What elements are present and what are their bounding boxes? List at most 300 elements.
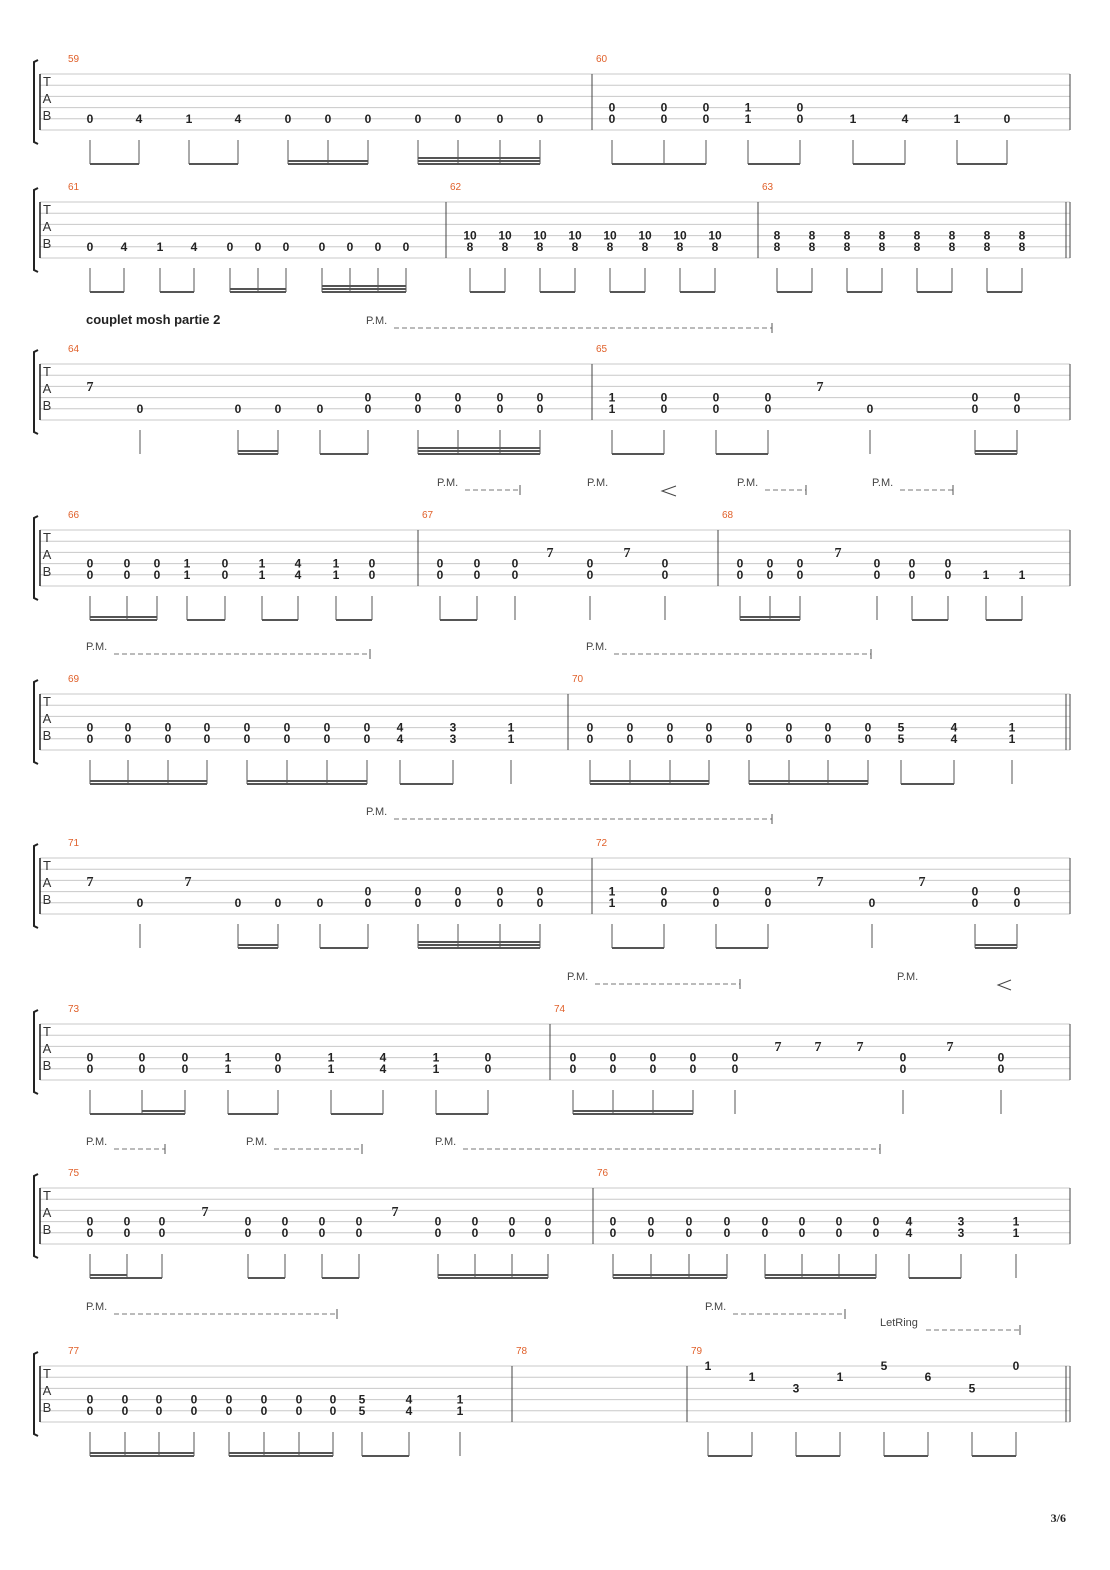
fret-number: 0 — [274, 1050, 282, 1065]
fret-number: 4 — [234, 111, 242, 126]
fret-number: 0 — [274, 1061, 282, 1076]
fret-number: 8 — [676, 239, 684, 254]
fret-number: 3 — [957, 1225, 965, 1240]
fret-number: 8 — [571, 239, 579, 254]
fret-number: 0 — [318, 239, 326, 254]
fret-number: 0 — [346, 239, 354, 254]
fret-number: 0 — [1003, 111, 1011, 126]
fret-number: 0 — [736, 556, 744, 571]
eighth-rest-icon: 7 — [391, 1205, 399, 1220]
fret-number: 8 — [913, 239, 921, 254]
fret-number: 1 — [258, 567, 266, 582]
fret-number: 0 — [712, 401, 720, 416]
fret-number: 0 — [685, 1214, 693, 1229]
fret-number: 0 — [764, 401, 772, 416]
fret-number: 1 — [608, 884, 616, 899]
fret-number: 0 — [281, 1214, 289, 1229]
fret-number: 0 — [666, 731, 674, 746]
fret-number: 0 — [785, 720, 793, 735]
fret-number: 0 — [971, 884, 979, 899]
palm-mute-label: P.M. — [86, 641, 108, 653]
fret-number: 10 — [568, 228, 582, 243]
fret-number: 0 — [868, 895, 876, 910]
fret-number: 0 — [434, 1214, 442, 1229]
eighth-rest-icon: 7 — [184, 875, 192, 890]
fret-number: 0 — [324, 111, 332, 126]
fret-number: 0 — [649, 1061, 657, 1076]
fret-number: 0 — [908, 567, 916, 582]
fret-number: 8 — [878, 228, 886, 243]
palm-mute-label: P.M. — [737, 477, 759, 489]
fret-number: 0 — [544, 1214, 552, 1229]
palm-mute-label: P.M. — [366, 315, 388, 327]
fret-number: 0 — [155, 1392, 163, 1407]
fret-number: 8 — [913, 228, 921, 243]
fret-number: 8 — [1018, 228, 1026, 243]
measure-number: 77 — [68, 1346, 80, 1357]
fret-number: 1 — [836, 1370, 844, 1385]
fret-number: 0 — [225, 1403, 233, 1418]
fret-number: 4 — [135, 111, 143, 126]
fret-number: 0 — [608, 111, 616, 126]
fret-number: 1 — [982, 567, 990, 582]
fret-number: 0 — [190, 1403, 198, 1418]
tab-clef-letter: T — [43, 74, 51, 89]
tab-clef-letter: A — [42, 91, 52, 106]
fret-number: 0 — [660, 100, 668, 115]
fret-number: 0 — [702, 111, 710, 126]
palm-mute-label: P.M. — [872, 477, 894, 489]
fret-number: 0 — [508, 1214, 516, 1229]
fret-number: 0 — [685, 1225, 693, 1240]
fret-number: 3 — [449, 731, 457, 746]
eighth-rest-icon: 7 — [946, 1040, 954, 1055]
fret-number: 0 — [761, 1225, 769, 1240]
fret-number: 0 — [123, 567, 131, 582]
fret-number: 0 — [436, 567, 444, 582]
fret-number: 0 — [153, 556, 161, 571]
fret-number: 0 — [872, 1214, 880, 1229]
measure-number: 63 — [762, 182, 774, 193]
fret-number: 0 — [155, 1403, 163, 1418]
fret-number: 0 — [712, 390, 720, 405]
fret-number: 0 — [414, 401, 422, 416]
system-bracket — [34, 188, 38, 272]
fret-number: 0 — [473, 556, 481, 571]
system-bracket — [34, 844, 38, 928]
fret-number: 1 — [456, 1392, 464, 1407]
system-bracket — [34, 1174, 38, 1258]
tab-clef-letter: B — [42, 892, 52, 907]
fret-number: 4 — [120, 239, 128, 254]
tab-clef-letter: T — [43, 1366, 51, 1381]
fret-number: 0 — [164, 731, 172, 746]
fret-number: 1 — [608, 390, 616, 405]
fret-number: 0 — [702, 100, 710, 115]
tab-clef-letter: T — [43, 364, 51, 379]
fret-number: 0 — [86, 1061, 94, 1076]
fret-number: 0 — [586, 567, 594, 582]
fret-number: 1 — [507, 731, 515, 746]
fret-number: 0 — [473, 567, 481, 582]
fret-number: 6 — [924, 1370, 932, 1385]
fret-number: 1 — [456, 1403, 464, 1418]
fret-number: 0 — [221, 567, 229, 582]
fret-number: 0 — [609, 1225, 617, 1240]
palm-mute-label: P.M. — [86, 1136, 108, 1148]
fret-number: 0 — [971, 895, 979, 910]
fret-number: 0 — [374, 239, 382, 254]
measure-number: 62 — [450, 182, 462, 193]
fret-number: 0 — [364, 884, 372, 899]
fret-number: 0 — [712, 895, 720, 910]
fret-number: 4 — [905, 1214, 913, 1229]
measure-number: 71 — [68, 838, 80, 849]
tab-clef-letter: T — [43, 202, 51, 217]
fret-number: 0 — [723, 1225, 731, 1240]
fret-number: 1 — [1012, 1225, 1020, 1240]
fret-number: 0 — [824, 731, 832, 746]
fret-number: 0 — [873, 556, 881, 571]
fret-number: 0 — [203, 720, 211, 735]
fret-number: 0 — [414, 111, 422, 126]
fret-number: 0 — [316, 895, 324, 910]
fret-number: 0 — [123, 1214, 131, 1229]
eighth-rest-icon: 7 — [918, 875, 926, 890]
fret-number: 0 — [745, 731, 753, 746]
fret-number: 0 — [323, 720, 331, 735]
fret-number: 0 — [899, 1061, 907, 1076]
fret-number: 0 — [496, 390, 504, 405]
fret-number: 1 — [608, 401, 616, 416]
fret-number: 0 — [660, 895, 668, 910]
fret-number: 1 — [507, 720, 515, 735]
fret-number: 8 — [808, 228, 816, 243]
measure-number: 59 — [68, 54, 80, 65]
fret-number: 0 — [454, 895, 462, 910]
fret-number: 8 — [773, 239, 781, 254]
fret-number: 1 — [332, 556, 340, 571]
fret-number: 0 — [190, 1392, 198, 1407]
fret-number: 0 — [609, 1061, 617, 1076]
system-bracket — [34, 516, 38, 600]
fret-number: 0 — [944, 556, 952, 571]
fret-number: 0 — [355, 1225, 363, 1240]
palm-mute-label: P.M. — [897, 971, 919, 983]
fret-number: 0 — [295, 1392, 303, 1407]
fret-number: 0 — [274, 401, 282, 416]
fret-number: 0 — [86, 720, 94, 735]
fret-number: 1 — [258, 556, 266, 571]
fret-number: 0 — [647, 1214, 655, 1229]
fret-number: 0 — [283, 731, 291, 746]
fret-number: 0 — [705, 731, 713, 746]
fret-number: 0 — [731, 1061, 739, 1076]
fret-number: 0 — [234, 895, 242, 910]
fret-number: 0 — [649, 1050, 657, 1065]
fret-number: 0 — [609, 1050, 617, 1065]
fret-number: 0 — [511, 556, 519, 571]
fret-number: 0 — [872, 1225, 880, 1240]
fret-number: 0 — [86, 111, 94, 126]
fret-number: 0 — [86, 731, 94, 746]
fret-number: 0 — [368, 556, 376, 571]
fret-number: 0 — [181, 1061, 189, 1076]
fret-number: 8 — [948, 239, 956, 254]
tab-clef-letter: A — [42, 219, 52, 234]
fret-number: 0 — [798, 1225, 806, 1240]
fret-number: 1 — [432, 1050, 440, 1065]
fret-number: 0 — [536, 111, 544, 126]
eighth-rest-icon: 7 — [814, 1040, 822, 1055]
fret-number: 0 — [796, 556, 804, 571]
fret-number: 4 — [950, 731, 958, 746]
fret-number: 4 — [396, 720, 404, 735]
tab-clef-letter: A — [42, 547, 52, 562]
fret-number: 0 — [86, 1214, 94, 1229]
fret-number: 8 — [466, 239, 474, 254]
fret-number: 0 — [712, 884, 720, 899]
fret-number: 0 — [908, 556, 916, 571]
fret-number: 0 — [569, 1050, 577, 1065]
fret-number: 0 — [136, 401, 144, 416]
tab-clef-letter: T — [43, 694, 51, 709]
fret-number: 1 — [224, 1061, 232, 1076]
fret-number: 0 — [496, 401, 504, 416]
fret-number: 0 — [123, 1225, 131, 1240]
fret-number: 1 — [1018, 567, 1026, 582]
eighth-rest-icon: 7 — [201, 1205, 209, 1220]
crescendo-icon — [662, 486, 676, 496]
fret-number: 0 — [864, 731, 872, 746]
fret-number: 1 — [156, 239, 164, 254]
fret-number: 10 — [463, 228, 477, 243]
fret-number: 0 — [586, 556, 594, 571]
palm-mute-label: P.M. — [586, 641, 608, 653]
fret-number: 0 — [761, 1214, 769, 1229]
fret-number: 8 — [536, 239, 544, 254]
fret-number: 8 — [1018, 239, 1026, 254]
fret-number: 1 — [608, 895, 616, 910]
fret-number: 0 — [86, 1392, 94, 1407]
fret-number: 0 — [971, 401, 979, 416]
fret-number: 0 — [260, 1392, 268, 1407]
fret-number: 0 — [454, 401, 462, 416]
fret-number: 10 — [638, 228, 652, 243]
fret-number: 1 — [744, 100, 752, 115]
tab-clef-letter: B — [42, 108, 52, 123]
fret-number: 5 — [358, 1392, 366, 1407]
fret-number: 0 — [1012, 1359, 1020, 1373]
system-bracket — [34, 60, 38, 144]
fret-number: 0 — [295, 1403, 303, 1418]
fret-number: 0 — [274, 895, 282, 910]
fret-number: 0 — [316, 401, 324, 416]
fret-number: 0 — [363, 731, 371, 746]
fret-number: 8 — [983, 239, 991, 254]
fret-number: 0 — [121, 1403, 129, 1418]
fret-number: 0 — [785, 731, 793, 746]
fret-number: 8 — [948, 228, 956, 243]
tab-clef-letter: B — [42, 236, 52, 251]
fret-number: 5 — [968, 1381, 976, 1396]
fret-number: 0 — [402, 239, 410, 254]
measure-number: 75 — [68, 1168, 80, 1179]
fret-number: 0 — [364, 111, 372, 126]
measure-number: 74 — [554, 1004, 566, 1015]
eighth-rest-icon: 7 — [546, 546, 554, 561]
fret-number: 0 — [260, 1403, 268, 1418]
fret-number: 0 — [1013, 884, 1021, 899]
fret-number: 0 — [124, 720, 132, 735]
eighth-rest-icon: 7 — [834, 546, 842, 561]
tab-clef-letter: B — [42, 398, 52, 413]
eighth-rest-icon: 7 — [86, 875, 94, 890]
fret-number: 8 — [641, 239, 649, 254]
fret-number: 0 — [323, 731, 331, 746]
fret-number: 1 — [332, 567, 340, 582]
palm-mute-label: P.M. — [587, 477, 609, 489]
fret-number: 10 — [533, 228, 547, 243]
fret-number: 0 — [899, 1050, 907, 1065]
palm-mute-label: P.M. — [86, 1301, 108, 1313]
palm-mute-label: P.M. — [246, 1136, 268, 1148]
fret-number: 1 — [432, 1061, 440, 1076]
fret-number: 4 — [294, 567, 302, 582]
fret-number: 10 — [498, 228, 512, 243]
fret-number: 0 — [536, 390, 544, 405]
fret-number: 5 — [358, 1403, 366, 1418]
measure-number: 67 — [422, 510, 434, 521]
fret-number: 8 — [983, 228, 991, 243]
fret-number: 0 — [244, 1225, 252, 1240]
fret-number: 0 — [121, 1392, 129, 1407]
fret-number: 0 — [1013, 390, 1021, 405]
measure-number: 64 — [68, 344, 80, 355]
fret-number: 0 — [496, 884, 504, 899]
eighth-rest-icon: 7 — [774, 1040, 782, 1055]
fret-number: 0 — [436, 556, 444, 571]
fret-number: 0 — [86, 1403, 94, 1418]
measure-number: 72 — [596, 838, 608, 849]
fret-number: 0 — [626, 720, 634, 735]
fret-number: 0 — [764, 895, 772, 910]
fret-number: 0 — [796, 567, 804, 582]
tab-clef-letter: B — [42, 1058, 52, 1073]
fret-number: 0 — [731, 1050, 739, 1065]
fret-number: 8 — [843, 239, 851, 254]
fret-number: 0 — [254, 239, 262, 254]
tab-clef-letter: B — [42, 728, 52, 743]
palm-mute-label: P.M. — [437, 477, 459, 489]
fret-number: 1 — [183, 556, 191, 571]
fret-number: 0 — [471, 1214, 479, 1229]
fret-number: 0 — [364, 390, 372, 405]
tab-clef-letter: A — [42, 1041, 52, 1056]
fret-number: 0 — [484, 1050, 492, 1065]
fret-number: 0 — [434, 1225, 442, 1240]
tab-clef-letter: A — [42, 381, 52, 396]
fret-number: 0 — [158, 1225, 166, 1240]
fret-number: 4 — [405, 1403, 413, 1418]
fret-number: 0 — [363, 720, 371, 735]
tab-clef-letter: A — [42, 1383, 52, 1398]
palm-mute-label: P.M. — [705, 1301, 727, 1313]
fret-number: 0 — [225, 1392, 233, 1407]
fret-number: 0 — [536, 401, 544, 416]
fret-number: 0 — [284, 111, 292, 126]
fret-number: 0 — [454, 111, 462, 126]
tab-clef-letter: B — [42, 1400, 52, 1415]
fret-number: 1 — [849, 111, 857, 126]
fret-number: 1 — [224, 1050, 232, 1065]
fret-number: 8 — [711, 239, 719, 254]
fret-number: 0 — [471, 1225, 479, 1240]
fret-number: 1 — [1012, 1214, 1020, 1229]
eighth-rest-icon: 7 — [816, 875, 824, 890]
fret-number: 0 — [138, 1050, 146, 1065]
fret-number: 0 — [689, 1050, 697, 1065]
fret-number: 8 — [501, 239, 509, 254]
fret-number: 1 — [953, 111, 961, 126]
fret-number: 0 — [608, 100, 616, 115]
fret-number: 0 — [626, 731, 634, 746]
fret-number: 0 — [153, 567, 161, 582]
fret-number: 0 — [283, 720, 291, 735]
fret-number: 0 — [368, 567, 376, 582]
fret-number: 0 — [536, 884, 544, 899]
fret-number: 0 — [1013, 895, 1021, 910]
measure-number: 68 — [722, 510, 734, 521]
measure-number: 76 — [597, 1168, 609, 1179]
fret-number: 0 — [766, 567, 774, 582]
fret-number: 3 — [792, 1381, 800, 1396]
fret-number: 4 — [190, 239, 198, 254]
fret-number: 0 — [835, 1214, 843, 1229]
fret-number: 0 — [136, 895, 144, 910]
measure-number: 70 — [572, 674, 584, 685]
measure-number: 78 — [516, 1346, 528, 1357]
fret-number: 0 — [234, 401, 242, 416]
eighth-rest-icon: 7 — [86, 380, 94, 395]
fret-number: 4 — [905, 1225, 913, 1240]
fret-number: 1 — [748, 1370, 756, 1385]
fret-number: 1 — [1008, 720, 1016, 735]
fret-number: 0 — [705, 720, 713, 735]
fret-number: 0 — [660, 401, 668, 416]
fret-number: 0 — [364, 401, 372, 416]
fret-number: 0 — [364, 895, 372, 910]
fret-number: 0 — [226, 239, 234, 254]
fret-number: 5 — [897, 720, 905, 735]
measure-number: 66 — [68, 510, 80, 521]
tab-clef-letter: A — [42, 1205, 52, 1220]
fret-number: 0 — [764, 884, 772, 899]
crescendo-icon — [998, 980, 1011, 990]
fret-number: 4 — [379, 1050, 387, 1065]
fret-number: 0 — [796, 111, 804, 126]
fret-number: 4 — [950, 720, 958, 735]
fret-number: 0 — [86, 1050, 94, 1065]
fret-number: 0 — [138, 1061, 146, 1076]
fret-number: 8 — [773, 228, 781, 243]
fret-number: 0 — [282, 239, 290, 254]
fret-number: 0 — [454, 884, 462, 899]
fret-number: 0 — [544, 1225, 552, 1240]
fret-number: 10 — [673, 228, 687, 243]
fret-number: 0 — [660, 390, 668, 405]
fret-number: 0 — [124, 731, 132, 746]
